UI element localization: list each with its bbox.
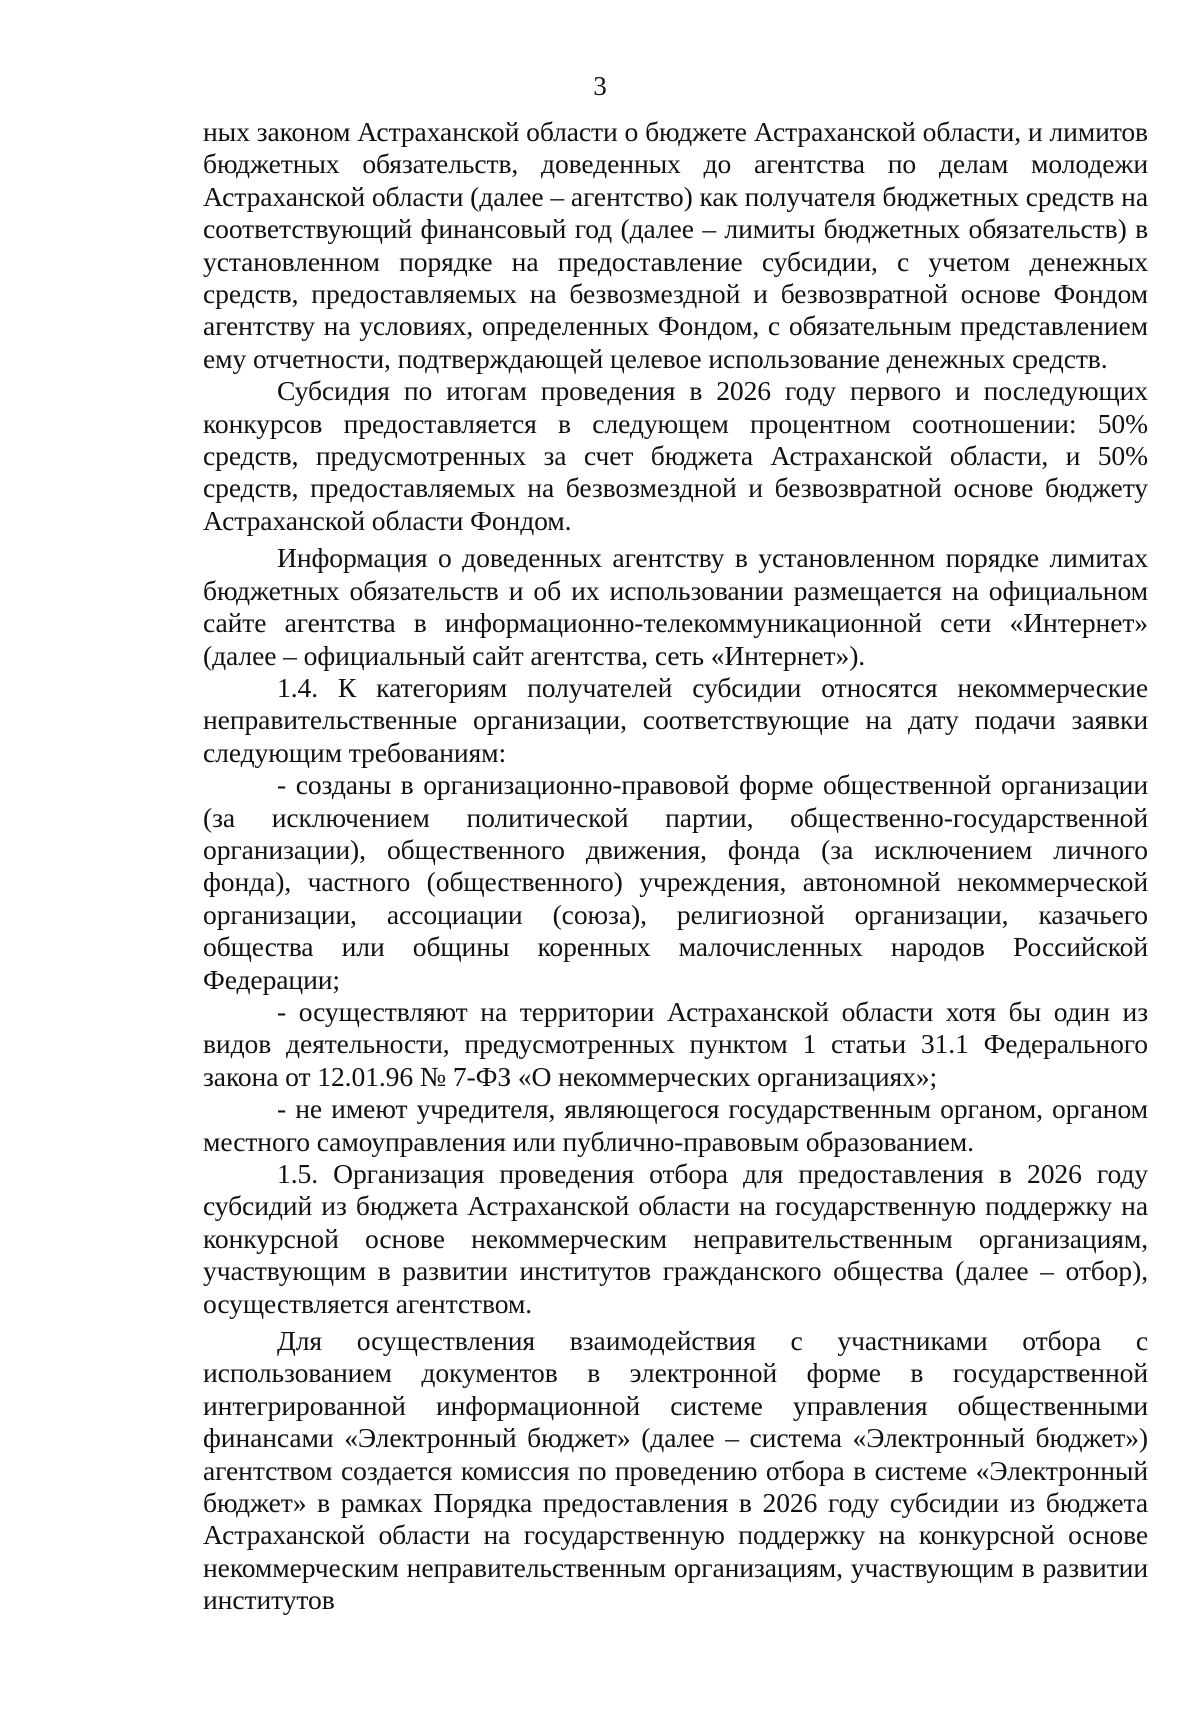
list-item-activity: - осуществляют на территории Астраханской области хотя бы один из видов деятельности, предусмотренных пунктом 1 статьи 31.1 Федерального закона от 12.01.96 № 7-ФЗ «О некоммерческих организациях»; [203, 995, 1148, 1092]
page-number: 3 [593, 71, 607, 101]
paragraph-continuation: ных законом Астраханской области о бюджете Астраханской области, и лимитов бюджетных обязательств, доведенных до агентства по делам молодежи Астраханской области (далее – агентство) как получателя бюджетных средств на соответствующий финансовый год (далее – лимиты бюджетных обязательств) в установленном порядке на предоставление субсидии, с учетом денежных средств, предоставляемых на безвозмездной и безвозвратной основе Фондом агентству на условиях, определенных Фондом, с обязательным представлением ему отчетности, подтверждающей целевое использование денежных средств. [203, 116, 1148, 374]
paragraph-electronic-budget: Для осуществления взаимодействия с участниками отбора с использованием документов в электронной форме в государственной интегрированной информационной системе управления общественными финансами «Электронный бюджет» (далее – система «Электронный бюджет») агентством создается комиссия по проведению отбора в системе «Электронный бюджет» в рамках Порядка предоставления в 2026 году субсидии из бюджета Астраханской области на государственную поддержку на конкурсной основе некоммерческим неправительственным организациям, участвующим в развитии институтов [203, 1325, 1148, 1616]
paragraph-limits-info: Информация о доведенных агентству в установленном порядке лимитах бюджетных обязательств и об их использовании размещается на официальном сайте агентства в информационно-телекоммуникационной сети «Интернет» (далее – официальный сайт агентства, сеть «Интернет»). [203, 542, 1148, 671]
paragraph-subsidy-ratio: Субсидия по итогам проведения в 2026 году первого и последующих конкурсов предоставляется в следующем процентном соотношении: 50% средств, предусмотренных за счет бюджета Астраханской области, и 50% средств, предоставляемых на безвозмездной и безвозвратной основе бюджету Астраханской области Фондом. [203, 375, 1148, 536]
paragraph-1-4: 1.4. К категориям получателей субсидии относятся некоммерческие неправительственные организации, соответствующие на дату подачи заявки следующим требованиям: [203, 671, 1148, 768]
paragraph-1-5: 1.5. Организация проведения отбора для предоставления в 2026 году субсидий из бюджета Астраханской области на государственную поддержку на конкурсной основе некоммерческим неправительственным организациям, участвующим в развитии институтов гражданского общества (далее – отбор), осуществляется агентством. [203, 1158, 1148, 1319]
document-body [203, 116, 1148, 1617]
list-item-legal-form: - созданы в организационно-правовой форме общественной организации (за исключением политической партии, общественно-государственной организации), общественного движения, фонда (за исключением личного фонда), частного (общественного) учреждения, автономной некоммерческой организации, ассоциации (союза), религиозной организации, казачьего общества или общины коренных малочисленных народов Российской Федерации; [203, 769, 1148, 995]
list-item-founder: - не имеют учредителя, являющегося государственным органом, органом местного самоуправления или публично-правовым образованием. [203, 1093, 1148, 1157]
